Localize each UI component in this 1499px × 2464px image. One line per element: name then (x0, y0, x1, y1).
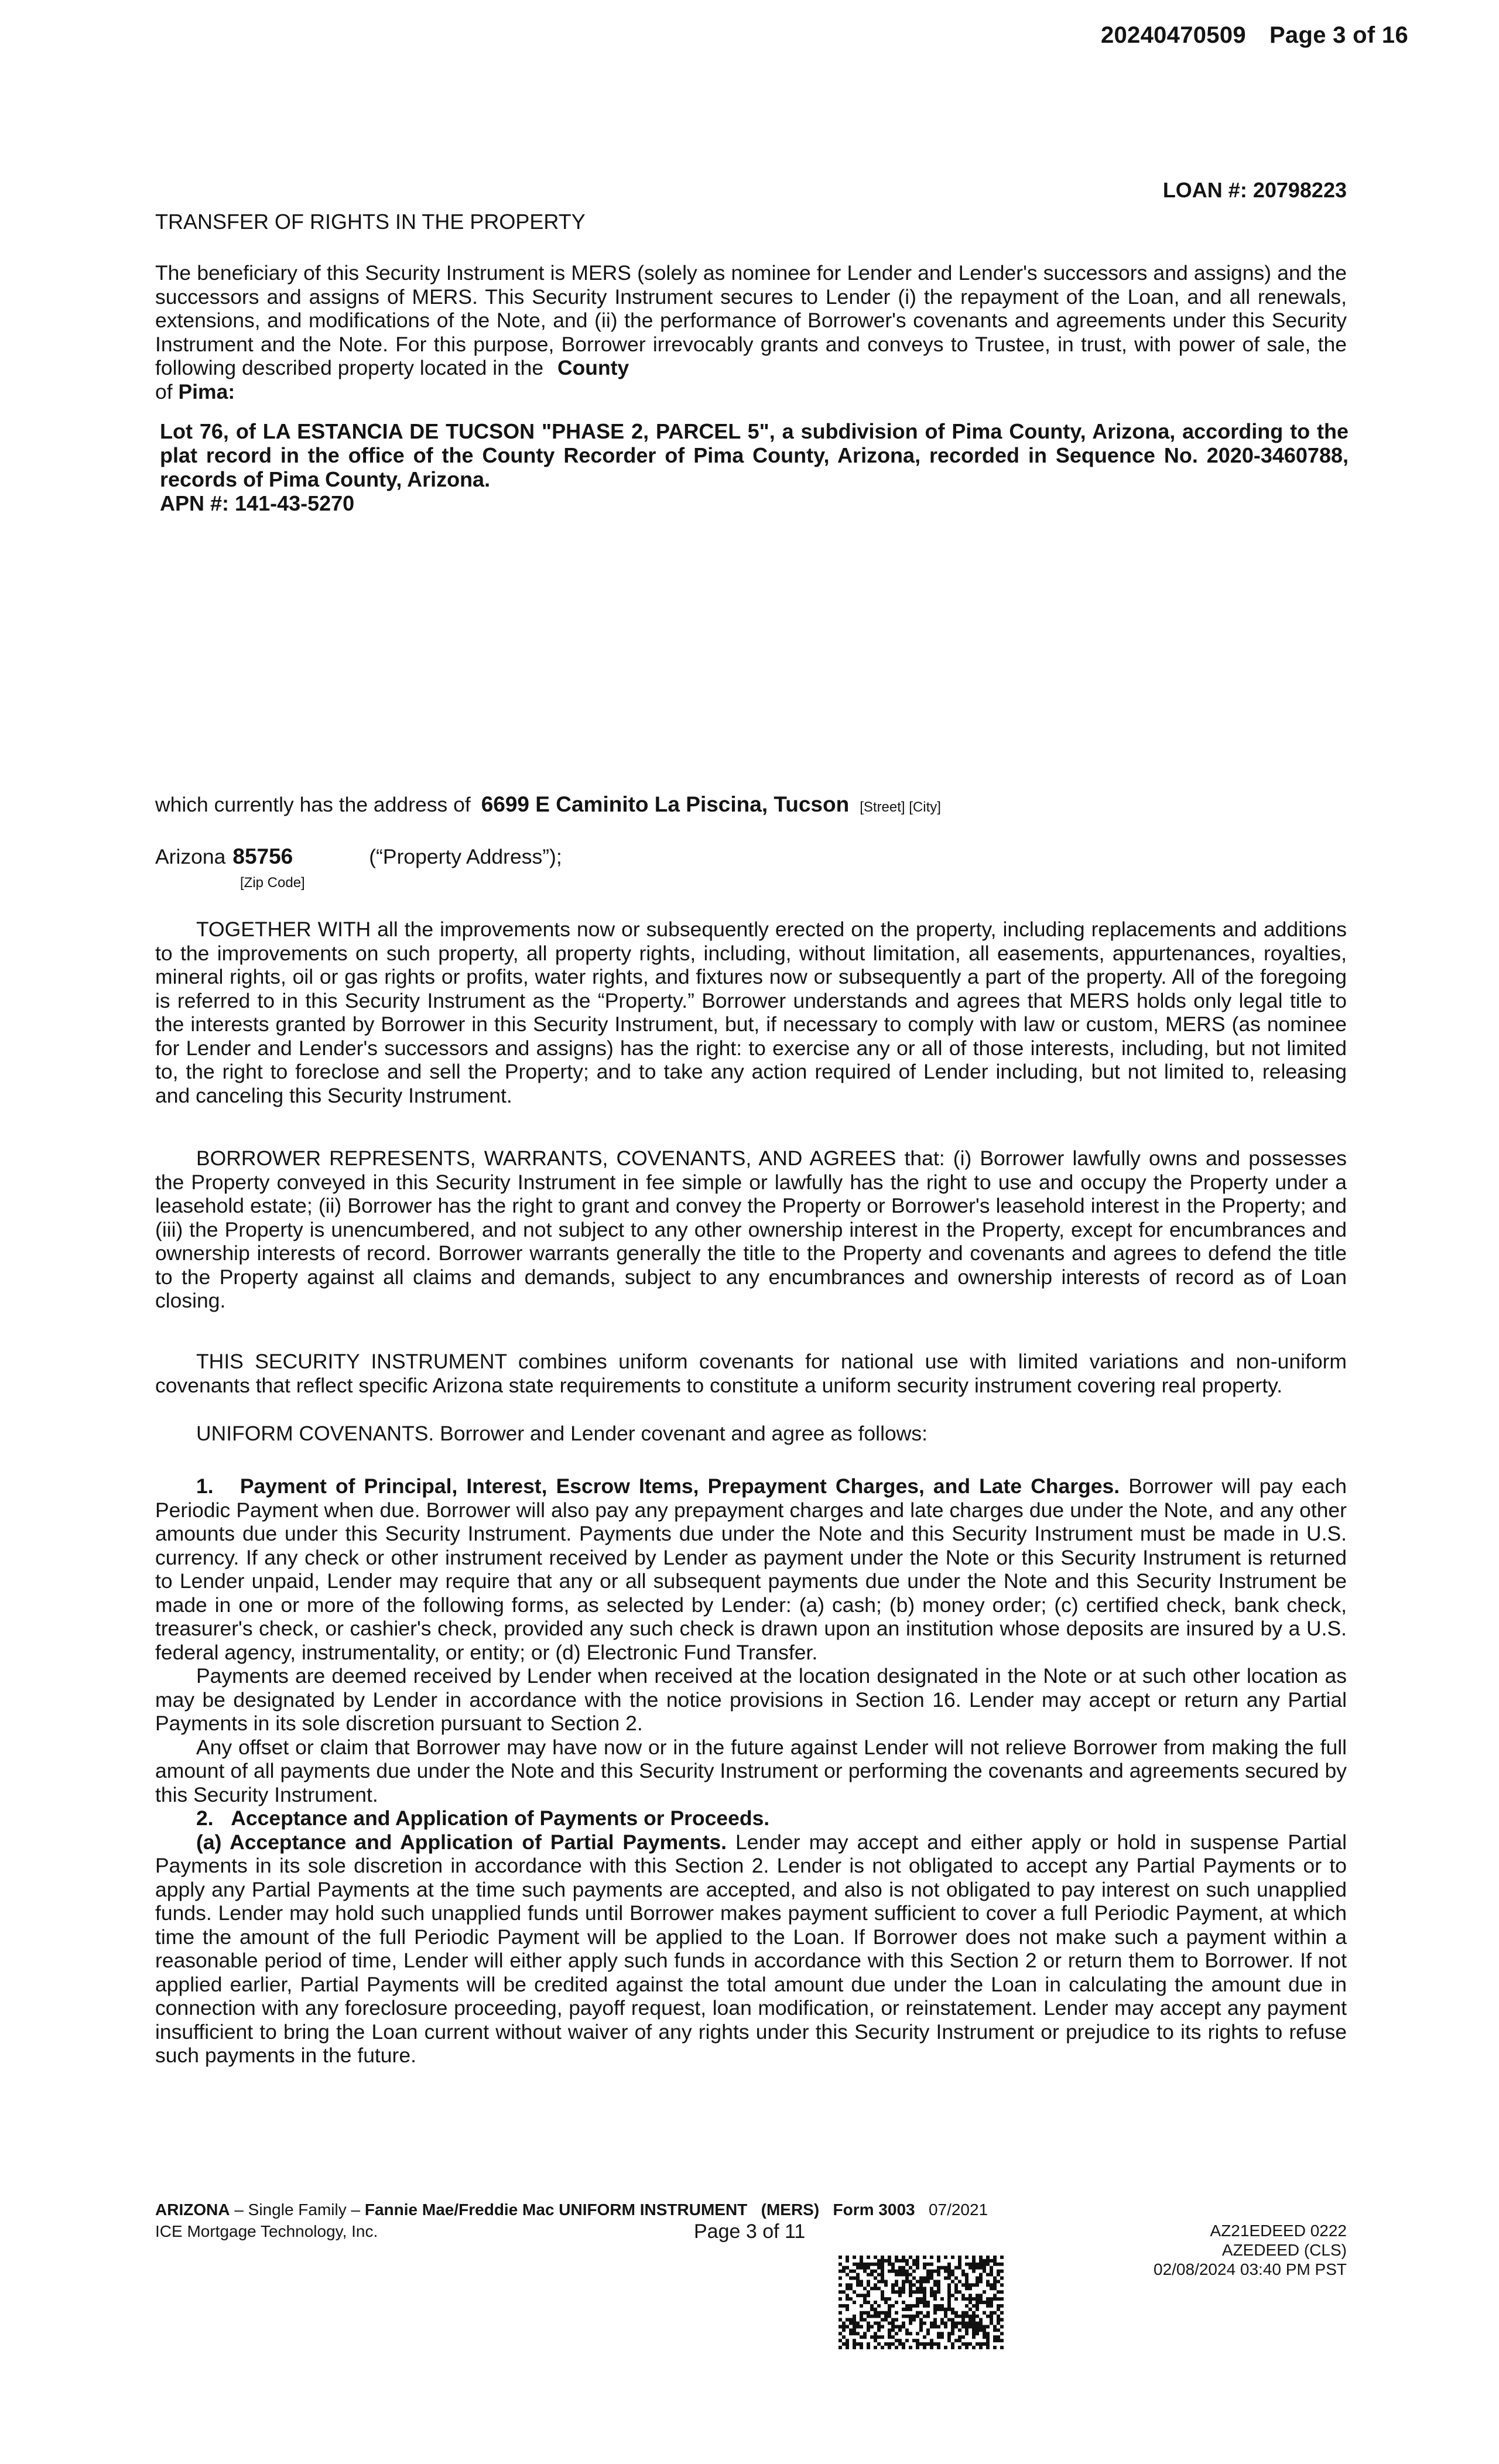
footer-instrument: Fannie Mae/Freddie Mac UNIFORM INSTRUMENT (364, 2201, 748, 2219)
section-1-offset: Any offset or claim that Borrower may have now or in the future against Lender will not relieve Borrower from making the full amount of all payments due under the Note and this Security Instrument or performing the covenants and agreements secured by this Security Instrument. (155, 1735, 1347, 1806)
footer-code-1: AZ21EDEED 0222 (1210, 2222, 1347, 2240)
covenant-sections (155, 1474, 1347, 2068)
security-instrument-paragraph: THIS SECURITY INSTRUMENT combines uniform covenants for national use with limited variations and non-uniform covenants that reflect specific Arizona state requirements to constitute a uniform security instrument covering real property. (155, 1350, 1347, 1397)
street-city-tag: [Street] [City] (860, 799, 941, 815)
footer-code-2: AZEDEED (CLS) (1221, 2241, 1347, 2259)
footer-date: 07/2021 (928, 2201, 988, 2219)
section-2-heading-line (155, 1806, 1347, 1830)
document-number: 20240470509 (1100, 22, 1246, 48)
section-2a-heading: (a) Acceptance and Application of Partial Payments. (196, 1830, 727, 1854)
footer-page-number: Page 3 of 11 (694, 2220, 806, 2243)
recording-page-number: Page 3 of 16 (1269, 22, 1408, 48)
state-name: Arizona (155, 845, 226, 868)
section-1-paragraph (155, 1474, 1347, 1664)
footer-state: ARIZONA (155, 2201, 230, 2219)
section-1-heading: Payment of Principal, Interest, Escrow Items, Prepayment Charges, and Late Charges. (239, 1474, 1120, 1498)
borrower-represents-paragraph: BORROWER REPRESENTS, WARRANTS, COVENANTS, AND AGREES that: (i) Borrower lawfully owns and possesses the Property conveyed in this Security Instrument in fee simple or lawfully has the right to use and occupy the Property under a leasehold estate; (ii) Borrower has the right to grant and convey the Property or Borrower's leasehold interest in the Property; and (iii) the Property is unencumbered, and not subject to any other ownership interest in the Property, except for encumbrances and ownership interests of record. Borrower warrants generally the title to the Property and covenants and agrees to defend the title to the Property against all claims and demands, subject to any encumbrances and ownership interests of record as of Loan closing. (155, 1147, 1347, 1312)
state-zip-line (155, 844, 562, 869)
footer-codes (1154, 2221, 1347, 2279)
legal-description-text: Lot 76, of LA ESTANCIA DE TUCSON "PHASE 2, PARCEL 5", a subdivision of Pima County, Arizona, according to the plat record in the office of the County Recorder of Pima County, Arizona, recorded in Sequence No. 2020-3460788, records of Pima County, Arizona. (160, 419, 1349, 491)
uniform-covenants-line: UNIFORM COVENANTS. Borrower and Lender covenant and agree as follows: (196, 1422, 928, 1445)
street-city: 6699 E Caminito La Piscina, Tucson (481, 792, 850, 816)
zip-code-tag: [Zip Code] (240, 875, 305, 891)
section-2a-text: Lender may accept and either apply or hold in suspense Partial Payments in its sole discretion in accordance with this Section 2. Lender is not obligated to accept any Partial Payments or to apply any Partial Payments at the time such payments are accepted, and also is not obligated to pay interest on such unapplied funds. Lender may hold such unapplied funds until Borrower makes payment sufficient to cover a full Periodic Payment, at which time the amount of the full Periodic Payment will be applied to the Loan. If Borrower does not make such a payment within a reasonable period of time, Lender will either apply such funds in accordance with this Section 2 or return them to Borrower. If not applied earlier, Partial Payments will be credited against the total amount due under the Loan in calculating the amount due in connection with any foreclosure proceeding, payoff request, loan modification, or reinstatement. Lender may accept any payment insufficient to bring the Loan current without waiver of any rights under this Security Instrument or prejudice to its rights to refuse such payments in the future. (155, 1830, 1347, 2067)
address-line (155, 792, 941, 817)
section-1-number: 1. (196, 1474, 214, 1498)
county-name: Pima: (178, 379, 235, 403)
apn-number: APN #: 141-43-5270 (160, 491, 355, 515)
legal-description (160, 419, 1349, 515)
section-2-heading: Acceptance and Application of Payments or Proceeds. (231, 1806, 770, 1830)
loan-number: LOAN #: 20798223 (1162, 178, 1347, 202)
footer-form-line (155, 2201, 988, 2219)
address-lead: which currently has the address of (155, 793, 471, 816)
section-1-text: Borrower will pay each Periodic Payment when due. Borrower will also pay any prepayment charges and late charges due under the Note, and any other amounts due under this Security Instrument. Payments due under the Note and this Security Instrument must be made in U.S. currency. If any check or other instrument received by Lender as payment under the Note or this Security Instrument is returned to Lender unpaid, Lender may require that any or all subsequent payments due under the Note and this Security Instrument be made in one or more of the following forms, as selected by Lender: (a) cash; (b) money order; (c) certified check, bank check, treasurer's check, or cashier's check, provided any such check is drawn upon an institution whose deposits are insured by a U.S. federal agency, instrumentality, or entity; or (d) Electronic Fund Transfer. (155, 1474, 1347, 1664)
property-address-label: (“Property Address”); (369, 845, 562, 868)
footer-mers: (MERS) (761, 2201, 820, 2219)
jurisdiction-of: of (155, 379, 173, 403)
footer-timestamp: 02/08/2024 03:40 PM PST (1154, 2260, 1347, 2278)
transfer-text: The beneficiary of this Security Instrument is MERS (solely as nominee for Lender and Lender's successors and assigns) and the successors and assigns of MERS. This Security Instrument secures to Lender (i) the repayment of the Loan, and all renewals, extensions, and modifications of the Note, and (ii) the performance of Borrower's covenants and agreements under this Security Instrument and the Note. For this purpose, Borrower irrevocably grants and conveys to Trustee, in trust, with power of sale, the following described property located in the (155, 261, 1347, 379)
jurisdiction-type: County (557, 356, 629, 379)
footer-form: Form 3003 (833, 2201, 915, 2219)
zip-code: 85756 (232, 844, 293, 868)
footer-vendor: ICE Mortgage Technology, Inc. (155, 2222, 378, 2240)
transfer-paragraph (155, 261, 1347, 403)
section-title: TRANSFER OF RIGHTS IN THE PROPERTY (155, 210, 586, 234)
together-with-paragraph: TOGETHER WITH all the improvements now or subsequently erected on the property, including replacements and additions to the improvements on such property, all property rights, including, without limitation, all easements, appurtenances, royalties, mineral rights, oil or gas rights or profits, water rights, and fixtures now or subsequently a part of the property. All of the foregoing is referred to in this Security Instrument as the “Property.” Borrower understands and agrees that MERS holds only legal title to the interests granted by Borrower in this Security Instrument, but, if necessary to comply with law or custom, MERS (as nominee for Lender and Lender's successors and assigns) has the right: to exercise any or all of those interests, including, but not limited to, the right to foreclose and sell the Property; and to take any action required of Lender including, but not limited to, releasing and canceling this Security Instrument. (155, 918, 1347, 1107)
section-1-payments-received: Payments are deemed received by Lender when received at the location designated in the Note or at such other location as may be designated by Lender in accordance with the notice provisions in Section 16. Lender may accept or return any Partial Payments in its sole discretion pursuant to Section 2. (155, 1664, 1347, 1735)
footer-type: – Single Family – (234, 2201, 361, 2219)
section-2a-paragraph (155, 1830, 1347, 2068)
section-2-number: 2. (196, 1806, 214, 1830)
qr-code-icon (839, 2256, 1004, 2349)
recording-header (1101, 22, 1408, 49)
